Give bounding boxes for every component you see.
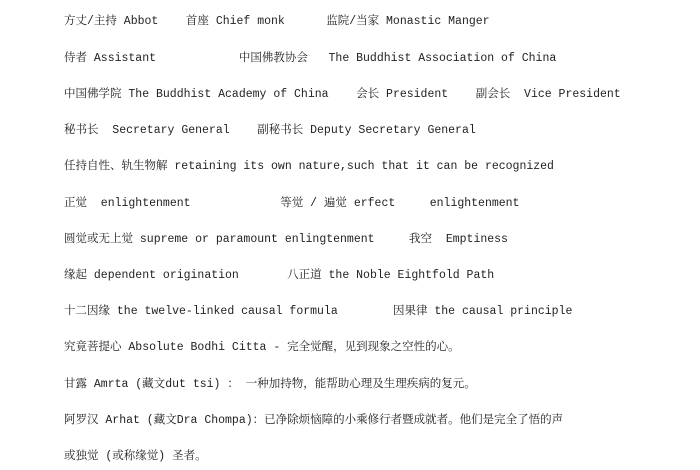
glossary-line-bodhi: 究竟菩提心 Absolute Bodhi Citta - 完全觉醒，见到现象之空性的心。 <box>64 341 460 354</box>
glossary-line-nature: 任持自性、轨生物解 retaining its own nature,such that it can be recognized <box>64 160 554 173</box>
glossary-line-secretary: 秘书长 Secretary General 副秘书长 Deputy Secretary General <box>64 124 476 137</box>
glossary-line-causal: 十二因缘 the twelve-linked causal formula 因果律 the causal principle <box>64 305 573 318</box>
glossary-line-abbot: 方丈/主持 Abbot 首座 Chief monk 监院/当家 Monastic Manger <box>64 15 490 28</box>
glossary-line-amrta: 甘露 Amrta (藏文dut tsi) ： 一种加持物，能帮助心理及生理疾病的复元。 <box>64 378 476 391</box>
glossary-line-academy: 中国佛学院 The Buddhist Academy of China 会长 President 副会长 Vice President <box>64 88 621 101</box>
glossary-line-assistant: 侍者 Assistant 中国佛教协会 The Buddhist Association of China <box>64 52 557 65</box>
glossary-line-enlightenment: 正觉 enlightenment 等觉 / 遍觉 erfect enlightenment <box>64 197 520 210</box>
glossary-line-arhat: 阿罗汉 Arhat (藏文Dra Chompa)：已净除烦恼障的小乘修行者暨成就者。他们是完全了悟的声 <box>64 414 564 427</box>
glossary-line-origination: 缘起 dependent origination 八正道 the Noble Eightfold Path <box>64 269 495 282</box>
glossary-line-supreme: 圆觉或无上觉 supreme or paramount enlingtenment 我空 Emptiness <box>64 233 508 246</box>
glossary-line-arhat-continued: 或独觉 (或称缘觉) 圣者。 <box>64 450 207 463</box>
